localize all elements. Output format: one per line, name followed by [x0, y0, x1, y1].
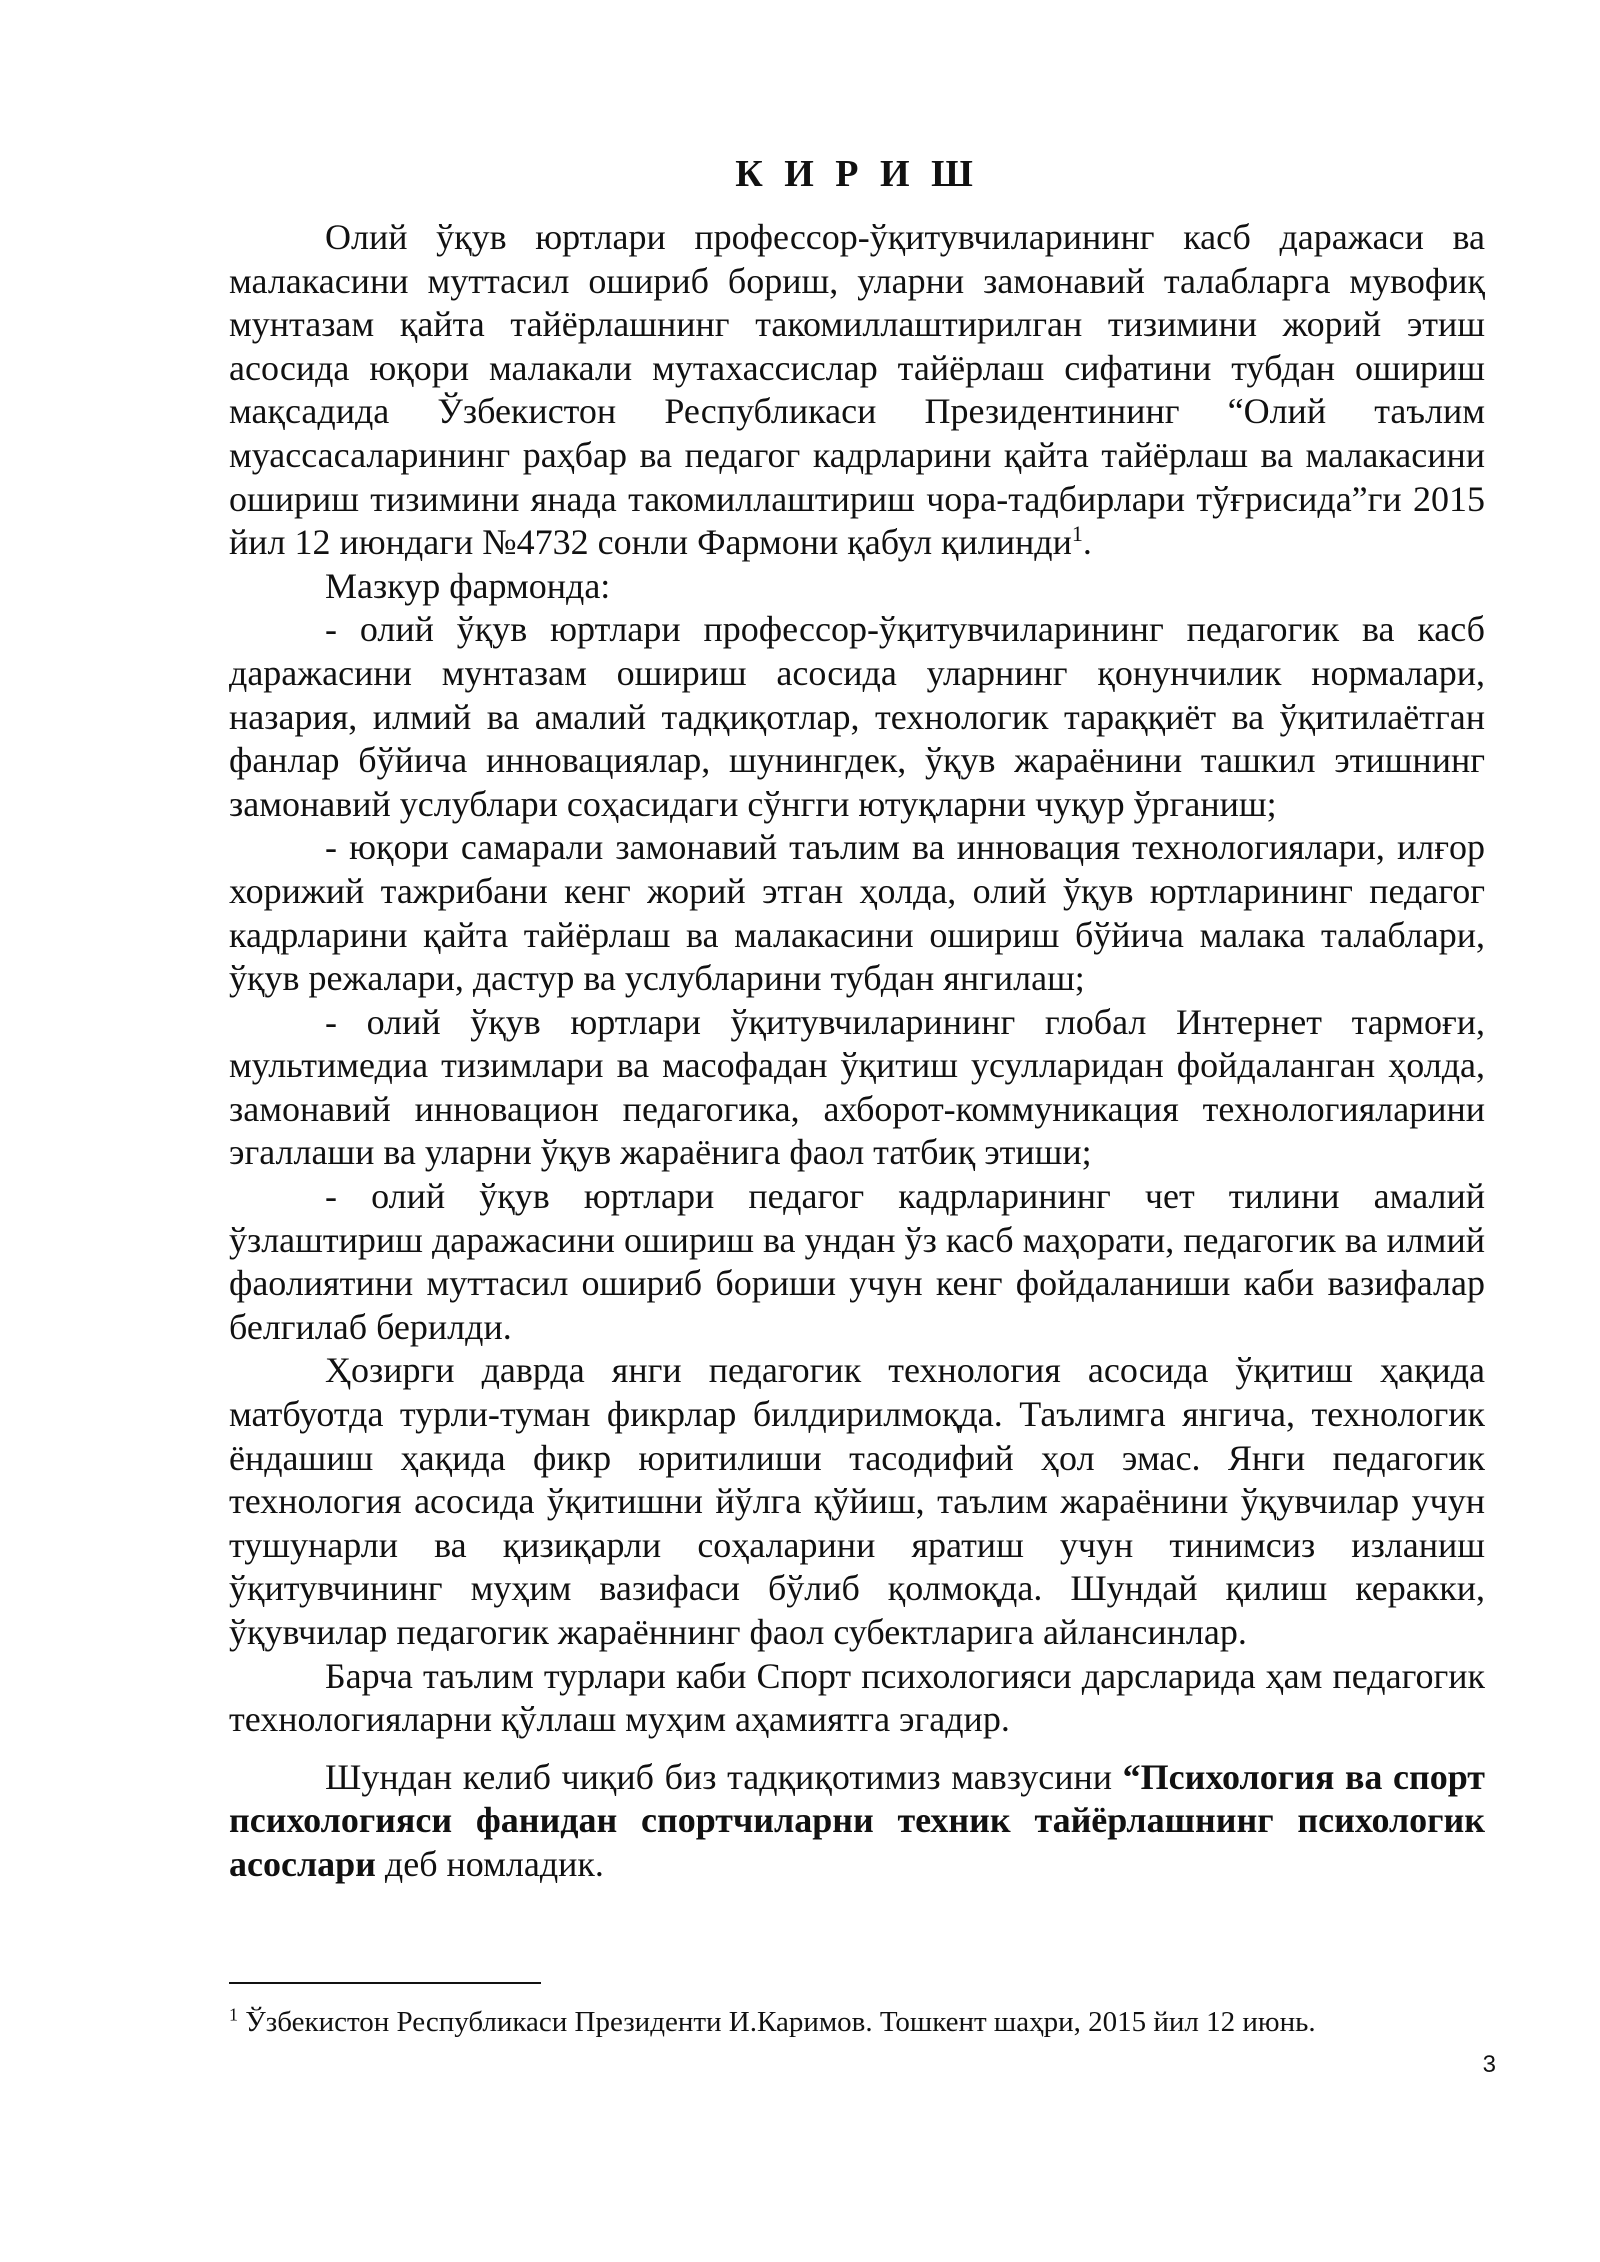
research-topic-title: “Психология ва спорт психологияси фанидан спортчиларни техник тайёрлашнинг психологик асослари — [229, 1756, 1485, 1884]
paragraph-research-topic — [229, 1756, 1485, 1887]
paragraph-intro-tail: . — [1082, 522, 1092, 563]
list-item: - олий ўқув юртлари ўқитувчиларининг глобал Интернет тармоғи, мультимедиа тизимлари ва масофадан ўқитиш усулларидан фойдаланган ҳолда, замонавий инновацион педагогика, ахборот-коммуникация технологияларини эгаллаши ва уларни ўқув жараёнига фаол татбиқ этиши; — [229, 1001, 1485, 1173]
list-item: - юқори самарали замонавий таълим ва инновация технологиялари, илғор хорижий тажрибани кенг жорий этган ҳолда, олий ўқув юртларининг педагог кадрларини қайта тайёрлаш ва малакасини ошириш бўйича малака талаблари, ўқув режалари, дастур ва услубларини тубдан янгилаш; — [229, 827, 1485, 999]
paragraph-intro-text: Олий ўқув юртлари профессор-ўқитувчиларининг касб даражаси ва малакасини муттасил ошириб бориш, уларни замонавий талабларга мувофиқ мунтазам қайта тайёрлашнинг такомиллаштирилган тизимини жорий этиш асосида юқори малакали мутахассислар тайёрлаш сифатини тубдан ошириш мақсадида Ўзбекистон Республикаси Президентининг “Олий таълим муассасаларининг раҳбар ва педагог кадрларини қайта тайёрлаш ва малакасини ошириш тизимини янада такомиллаштириш чора-тадбирлари тўғрисида”ги 2015 йил 12 июндаги №4732 сонли Фармони қабул қилинди — [229, 217, 1485, 563]
list-item: - олий ўқув юртлари профессор-ўқитувчиларининг педагогик ва касб даражасини мунтазам ошириш асосида уларнинг қонунчилик нормалари, назария, илмий ва амалий тадқиқотлар, технологик тараққиёт ва ўқитилаётган фанлар бўйича инновациялар, шунингдек, ўқув жараёнини ташкил этишнинг замонавий услублари соҳасидаги сўнгги ютуқларни чуқур ўрганиш; — [229, 609, 1485, 824]
research-topic-tail: деб номладик. — [375, 1843, 604, 1884]
list-item: - олий ўқув юртлари педагог кадрларининг чет тилини амалий ўзлаштириш даражасини ошириш ва ундан ўз касб маҳорати, педагогик ва илмий фаолиятини муттасил ошириб бориши учун кенг фойдаланиши каби вазифалар белгилаб берилди. — [229, 1176, 1485, 1347]
page-number: 3 — [1482, 2051, 1496, 2078]
footnote-separator — [229, 1982, 541, 1984]
paragraph-sport-psychology: Барча таълим турлари каби Спорт психологияси дарсларида ҳам педагогик технологияларни қўллаш муҳим аҳамиятга эгадир. — [229, 1655, 1485, 1740]
page-title: К И Р И Ш — [735, 153, 979, 195]
research-topic-lead: Шундан келиб чиқиб биз тадқиқотимиз мавзусини — [325, 1756, 1123, 1797]
footnote-text: Ўзбекистон Республикаси Президенти И.Каримов. Тошкент шаҳри, 2015 йил 12 июнь. — [238, 2006, 1316, 2038]
body-text — [229, 216, 1485, 1887]
paragraph-modern-technology: Ҳозирги даврда янги педагогик технология асосида ўқитиш ҳақида матбуотда турли-туман фикрлар билдирилмоқда. Таълимга янгича, технологик ёндашиш ҳақида фикр юритилиши тасодифий ҳол эмас. Янги педагогик технология асосида ўқитишни йўлга қўйиш, таълим жараёнини ўқувчилар учун тушунарли ва қизиқарли соҳаларини яратиш учун тинимсиз изланиш ўқитувчининг муҳим вазифаси бўлиб қолмоқда. Шундай қилиш керакки, ўқувчилар педагогик жараённинг фаол субектларига айлансинлар. — [229, 1350, 1485, 1652]
paragraph-decree-intro: Мазкур фармонда: — [325, 565, 611, 606]
footnote-marker: 1 — [229, 2004, 238, 2025]
footnote — [229, 2004, 1485, 2040]
footnote-reference[interactable]: 1 — [1071, 521, 1083, 547]
paragraph-intro — [229, 216, 1485, 565]
